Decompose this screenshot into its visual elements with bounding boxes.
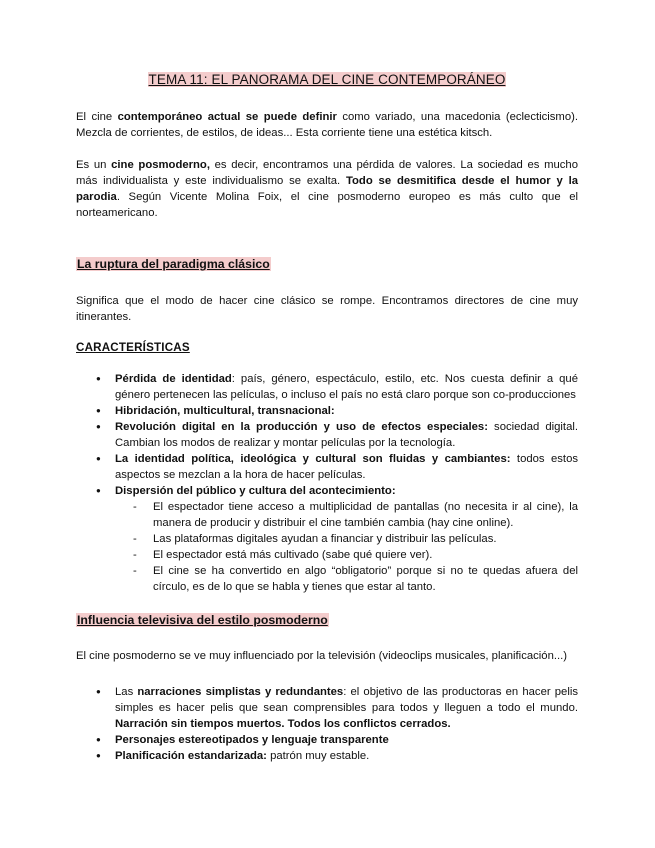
intro-paragraph-1: El cine contemporáneo actual se puede definir como variado, una macedonia (eclecticismo). Mezcla de corrientes, de estilos, de ideas... Esta corriente tiene una estética kitsch. (76, 111, 579, 139)
section-heading-ruptura: La ruptura del paradigma clásico (77, 257, 270, 271)
section-heading-influencia: Influencia televisiva del estilo posmoderno (77, 613, 328, 627)
sub-list-item: - Las plataformas digitales ayudan a financiar y distribuir las películas. (115, 531, 578, 547)
document-page (76, 72, 578, 764)
sub-list-item: - El cine se ha convertido en algo “obligatorio” porque si no te quedas afuera del círculo, es de lo que se habla y tienes que estar al tanto. (115, 563, 578, 595)
page-title-text: TEMA 11: EL PANORAMA DEL CINE CONTEMPORÁNEO (148, 72, 506, 87)
list-item: ● Pérdida de identidad: país, género, espectáculo, estilo, etc. Nos cuesta definir a qué género pertenecen las películas, o incluso el país no está claro porque son co-producciones (76, 371, 578, 403)
list-item: ● Hibridación, multicultural, transnacional: (76, 403, 578, 419)
page-title (76, 72, 578, 87)
list-item: ● Personajes estereotipados y lenguaje transparente (76, 732, 578, 748)
intro-paragraph-2: Es un cine posmoderno, es decir, encontramos una pérdida de valores. La sociedad es mucho más individualista y este individualismo se exalta. Todo se desmitifica desde el humor y la parodia. Según Vicente Molina Foix, el cine posmoderno europeo es más culto que el norteamericano. (76, 159, 579, 219)
list-item: ● Dispersión del público y cultura del acontecimiento: - El espectador tiene acceso a multiplicidad de pantallas (no necesita ir al cine), la manera de producir y distribuir el cine también cambia (hay cine online). - Las plataformas digitales ayudan a financiar y distribuir las películas. - El espectador está más cultivado (sabe qué quiere ver). - El cine se ha convertido en algo “obligatorio” porque si no te quedas afuera del círculo, es de lo que se habla y tienes que estar al tanto. (76, 483, 578, 595)
caracteristicas-heading: CARACTERÍSTICAS (76, 341, 190, 354)
sub-list-item: - El espectador está más cultivado (sabe qué quiere ver). (115, 547, 578, 563)
list-item: ● La identidad política, ideológica y cultural son fluidas y cambiantes: todos estos aspectos se mezclan a la hora de hacer películas. (76, 451, 578, 483)
list-item: ● Planificación estandarizada: patrón muy estable. (76, 748, 578, 764)
section2-paragraph: El cine posmoderno se ve muy influenciado por la televisión (videoclips musicales, planificación...) (76, 650, 568, 662)
section1-paragraph: Significa que el modo de hacer cine clásico se rompe. Encontramos directores de cine muy itinerantes. (76, 295, 578, 323)
caracteristicas-list (76, 371, 578, 595)
list-item: ● Revolución digital en la producción y uso de efectos especiales: sociedad digital. Cambian los modos de realizar y montar películas por la tecnología. (76, 419, 578, 451)
sub-list-item: - El espectador tiene acceso a multiplicidad de pantallas (no necesita ir al cine), la manera de producir y distribuir el cine también cambia (hay cine online). (115, 499, 578, 531)
influencia-list (76, 684, 578, 764)
sub-list (115, 499, 578, 595)
list-item: ● Las narraciones simplistas y redundantes: el objetivo de las productoras en hacer pelis simples es hacer pelis que sean comprensibles para todos y lleguen a todo el mundo. Narración sin tiempos muertos. Todos los conflictos cerrados. (76, 684, 578, 732)
